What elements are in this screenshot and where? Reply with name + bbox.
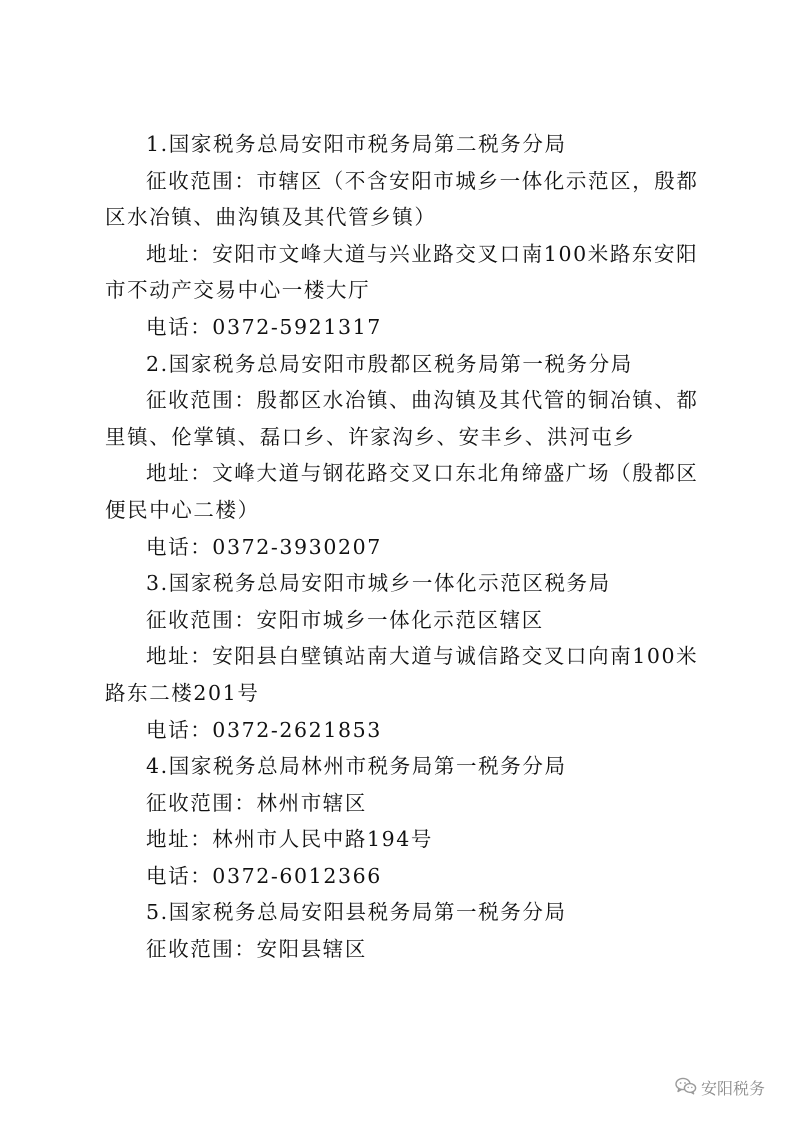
office-1-address-continued: 市不动产交易中心一楼大厅	[105, 278, 371, 303]
wechat-watermark	[675, 1076, 765, 1099]
office-2-scope: 征收范围：殷都区水冶镇、曲沟镇及其代管的铜冶镇、都	[146, 388, 699, 413]
office-3-scope: 征收范围：安阳市城乡一体化示范区辖区	[146, 607, 544, 632]
document-body	[105, 126, 699, 968]
office-5-scope: 征收范围：安阳县辖区	[146, 937, 367, 962]
office-1-title: 1.国家税务总局安阳市税务局第二税务分局	[146, 132, 567, 156]
office-2-title: 2.国家税务总局安阳市殷都区税务局第一税务分局	[146, 351, 633, 376]
office-3-address-continued: 路东二楼201号	[105, 680, 260, 705]
office-1-scope: 征收范围：市辖区（不含安阳市城乡一体化示范区，殷都	[146, 168, 699, 193]
office-2-address: 地址：文峰大道与钢花路交叉口东北角缔盛广场（殷都区	[146, 461, 699, 486]
office-1-phone: 电话：0372-5921317	[146, 314, 382, 339]
wechat-icon	[675, 1077, 701, 1099]
office-1-address: 地址：安阳市文峰大道与兴业路交叉口南100米路东安阳	[146, 241, 699, 266]
office-3-phone: 电话：0372-2621853	[146, 717, 382, 742]
office-5-title: 5.国家税务总局安阳县税务局第一税务分局	[146, 900, 567, 925]
office-2-scope-continued: 里镇、伦掌镇、磊口乡、许家沟乡、安丰乡、洪河屯乡	[105, 424, 636, 449]
office-2-address-continued: 便民中心二楼）	[105, 497, 260, 522]
office-3-title: 3.国家税务总局安阳市城乡一体化示范区税务局	[146, 571, 611, 596]
office-2-phone: 电话：0372-3930207	[146, 534, 382, 559]
office-4-phone: 电话：0372-6012366	[146, 863, 382, 888]
office-4-address: 地址：林州市人民中路194号	[146, 827, 434, 852]
office-4-scope: 征收范围：林州市辖区	[146, 790, 367, 815]
watermark-label: 安阳税务	[700, 1079, 765, 1098]
office-4-title: 4.国家税务总局林州市税务局第一税务分局	[146, 754, 567, 779]
office-3-address: 地址：安阳县白壁镇站南大道与诚信路交叉口向南100米	[146, 644, 699, 669]
office-1-scope-continued: 区水冶镇、曲沟镇及其代管乡镇）	[105, 205, 437, 230]
